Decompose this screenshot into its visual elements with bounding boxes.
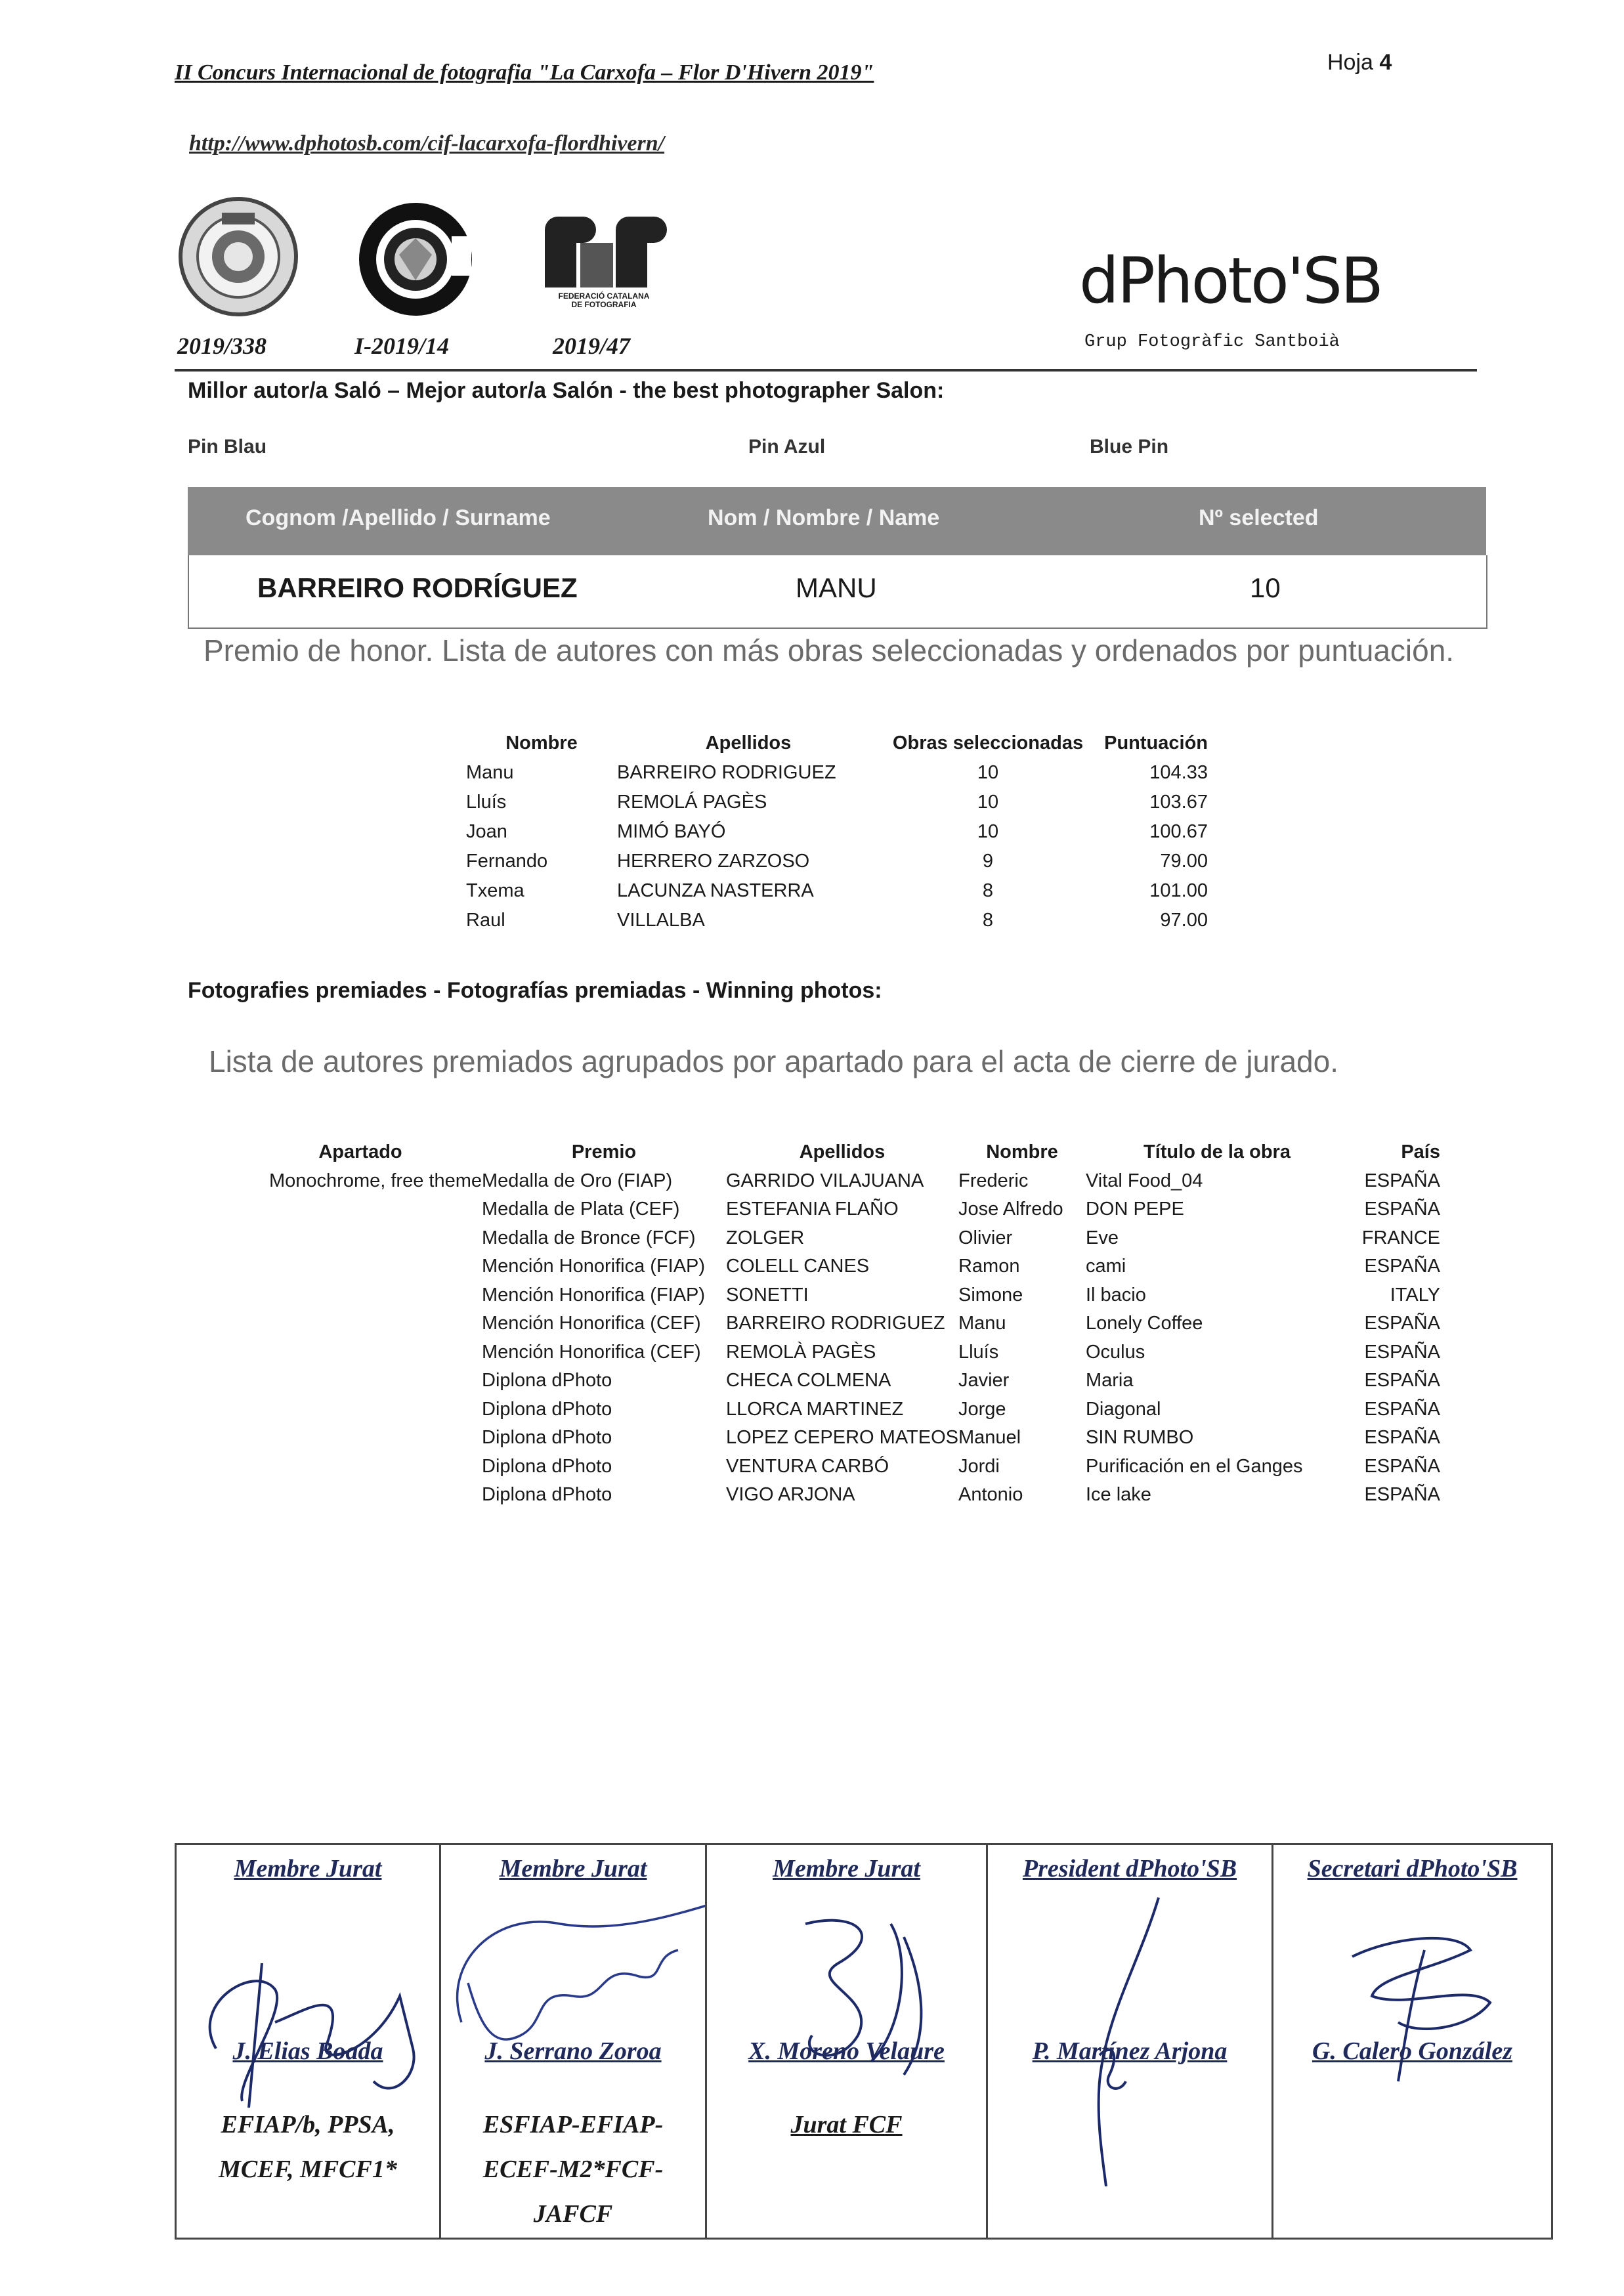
winning-cell-premio: Mención Honorifica (CEF) xyxy=(482,1313,701,1334)
contest-url-link[interactable]: http://www.dphotosb.com/cif-lacarxofa-flordhivern/ xyxy=(189,131,665,156)
winning-heading: Fotografies premiades - Fotografías premiadas - Winning photos: xyxy=(188,978,882,1003)
winning-cell-nombre: Lluís xyxy=(958,1341,999,1363)
honor-row xyxy=(466,906,1208,935)
honor-cell-puntuacion: 104.33 xyxy=(1149,762,1208,783)
winning-cell-pais: ESPAÑA xyxy=(1364,1455,1440,1477)
honor-cell-puntuacion: 101.00 xyxy=(1149,880,1208,901)
winning-cell-nombre: Olivier xyxy=(958,1227,1013,1248)
honor-cell-nombre: Raul xyxy=(466,910,505,931)
winning-cell-titulo: DON PEPE xyxy=(1085,1199,1184,1220)
winning-cell-premio: Diplona dPhoto xyxy=(482,1427,612,1449)
win-col-titulo: Título de la obra xyxy=(1143,1141,1291,1163)
honor-cell-obras: 9 xyxy=(982,851,994,872)
winning-cell-apellidos: GARRIDO VILAJUANA xyxy=(726,1170,924,1191)
winning-cell-premio: Medalla de Bronce (FCF) xyxy=(482,1227,696,1248)
winning-cell-apellidos: CHECA COLMENA xyxy=(726,1370,891,1392)
winning-cell-titulo: SIN RUMBO xyxy=(1085,1427,1194,1449)
honor-cell-apellidos: VILLALBA xyxy=(617,910,705,931)
winning-cell-titulo: Diagonal xyxy=(1085,1398,1161,1420)
winning-cell-pais: ESPAÑA xyxy=(1364,1427,1440,1449)
winning-cell-apellidos: REMOLÀ PAGÈS xyxy=(726,1341,876,1363)
winning-cell-apartado xyxy=(239,1481,482,1510)
honor-col-nombre: Nombre xyxy=(505,733,578,754)
winning-cell-apellidos: ZOLGER xyxy=(726,1227,805,1248)
winning-cell-apartado xyxy=(239,1367,482,1395)
honor-col-apellidos: Apellidos xyxy=(705,733,792,754)
pin-english: Blue Pin xyxy=(1090,436,1169,457)
best-author-header-band xyxy=(188,487,1486,555)
pin-catalan: Pin Blau xyxy=(188,436,267,457)
best-author-selected: 10 xyxy=(1250,572,1281,603)
winning-cell-nombre: Ramon xyxy=(958,1256,1020,1277)
winning-cell-pais: ESPAÑA xyxy=(1364,1256,1440,1277)
header-divider xyxy=(175,369,1477,372)
winning-cell-titulo: Lonely Coffee xyxy=(1085,1313,1203,1334)
winning-cell-apartado xyxy=(239,1195,482,1224)
winning-cell-nombre: Javier xyxy=(958,1370,1010,1392)
honor-cell-puntuacion: 100.67 xyxy=(1149,821,1208,842)
honor-cell-obras: 8 xyxy=(982,880,994,901)
winning-row xyxy=(239,1309,1440,1338)
fcf-logo xyxy=(538,197,670,315)
winning-cell-premio: Mención Honorifica (FIAP) xyxy=(482,1256,706,1277)
signature-role: Secretari dPhoto'SB xyxy=(1307,1855,1518,1882)
win-col-apellidos: Apellidos xyxy=(799,1141,886,1163)
signature-cell-moreno xyxy=(707,1845,988,2238)
handwritten-signature-calero xyxy=(1273,1884,1551,2186)
pin-spanish: Pin Azul xyxy=(748,436,826,457)
winning-cell-premio: Mención Honorifica (FIAP) xyxy=(482,1284,706,1306)
best-author-name: MANU xyxy=(796,572,877,603)
cef-patronage-number: I-2019/14 xyxy=(354,333,449,359)
honor-note: Premio de honor. Lista de autores con más obras seleccionadas y ordenados por puntuación. xyxy=(203,633,1455,668)
winning-cell-premio: Mención Honorifica (CEF) xyxy=(482,1341,701,1363)
winning-cell-nombre: Jordi xyxy=(958,1455,1000,1477)
handwritten-signature-martinez xyxy=(988,1884,1271,2186)
winning-cell-apartado xyxy=(239,1224,482,1253)
winning-cell-titulo: Maria xyxy=(1085,1370,1134,1392)
col-surname-header: Cognom /Apellido / Surname xyxy=(246,505,551,530)
honor-cell-obras: 10 xyxy=(977,821,999,842)
winning-cell-apartado xyxy=(239,1453,482,1481)
winning-cell-apartado xyxy=(239,1338,482,1367)
win-col-premio: Premio xyxy=(571,1141,637,1163)
winning-cell-apellidos: COLELL CANES xyxy=(726,1256,870,1277)
winning-cell-titulo: cami xyxy=(1085,1256,1126,1277)
col-name-header: Nom / Nombre / Name xyxy=(708,505,940,530)
sheet-indicator xyxy=(1327,50,1392,75)
signature-title-line: JAFCF xyxy=(533,2200,613,2228)
winning-cell-nombre: Jorge xyxy=(958,1398,1006,1420)
winning-cell-apellidos: LOPEZ CEPERO MATEOS xyxy=(726,1427,958,1449)
winning-cell-titulo: Purificación en el Ganges xyxy=(1085,1455,1303,1477)
fcf-caption-1: FEDERACIÓ CATALANA xyxy=(558,291,650,301)
winning-cell-premio: Diplona dPhoto xyxy=(482,1484,612,1506)
winning-cell-apartado xyxy=(239,1281,482,1310)
signature-role: Membre Jurat xyxy=(234,1855,382,1882)
winning-row xyxy=(239,1453,1440,1481)
winning-cell-pais: ESPAÑA xyxy=(1364,1199,1440,1220)
honor-row xyxy=(466,847,1208,876)
club-name: dPhoto'SB xyxy=(1079,244,1382,318)
honor-row xyxy=(466,817,1208,847)
winning-cell-apellidos: LLORCA MARTINEZ xyxy=(726,1398,904,1420)
sheet-number: 4 xyxy=(1379,50,1392,75)
signature-role: President dPhoto'SB xyxy=(1022,1855,1237,1882)
winning-cell-apartado xyxy=(239,1309,482,1338)
honor-cell-obras: 8 xyxy=(982,910,994,931)
fiap-patronage-number: 2019/338 xyxy=(177,333,267,359)
honor-cell-obras: 10 xyxy=(977,792,999,813)
cef-aperture-logo xyxy=(353,197,478,322)
signature-titles xyxy=(177,2102,439,2192)
signature-title-line: ESFIAP-EFIAP- xyxy=(482,2111,664,2138)
signature-name: G. Calero González xyxy=(1312,2037,1513,2065)
signature-title-line: Jurat FCF xyxy=(790,2111,903,2138)
win-col-nombre: Nombre xyxy=(986,1141,1058,1163)
honor-cell-apellidos: LACUNZA NASTERRA xyxy=(617,880,814,901)
winning-cell-apellidos: VENTURA CARBÓ xyxy=(726,1455,889,1477)
winning-row xyxy=(239,1424,1440,1453)
winning-cell-apellidos: SONETTI xyxy=(726,1284,809,1306)
winning-row xyxy=(239,1481,1440,1510)
honor-row xyxy=(466,788,1208,817)
signature-name: J. Elias Boada xyxy=(232,2037,383,2065)
signature-name: X. Moreno Velaure xyxy=(748,2037,945,2065)
sheet-label: Hoja xyxy=(1327,50,1373,75)
honor-col-obras: Obras seleccionadas xyxy=(892,733,1084,754)
honor-cell-apellidos: BARREIRO RODRIGUEZ xyxy=(617,762,836,783)
honor-cell-apellidos: HERRERO ZARZOSO xyxy=(617,851,810,872)
winning-cell-apartado xyxy=(239,1395,482,1424)
signature-role: Membre Jurat xyxy=(499,1855,647,1882)
winning-cell-pais: ITALY xyxy=(1390,1284,1440,1306)
honor-cell-nombre: Lluís xyxy=(466,792,507,813)
winning-cell-nombre: Antonio xyxy=(958,1484,1023,1506)
signature-title-line: ECEF-M2*FCF- xyxy=(482,2156,664,2183)
signature-cell-serrano xyxy=(441,1845,707,2238)
winning-cell-premio: Diplona dPhoto xyxy=(482,1455,612,1477)
winning-cell-apartado: Monochrome, free theme xyxy=(269,1170,482,1191)
win-col-apartado: Apartado xyxy=(318,1141,402,1163)
winning-cell-apartado xyxy=(239,1424,482,1453)
winning-cell-apellidos: BARREIRO RODRIGUEZ xyxy=(726,1313,945,1334)
fcf-caption-2: DE FOTOGRAFIA xyxy=(571,300,637,309)
fcf-patronage-number: 2019/47 xyxy=(553,333,631,359)
winning-cell-nombre: Simone xyxy=(958,1284,1023,1306)
best-author-heading: Millor autor/a Saló – Mejor autor/a Salón - the best photographer Salon: xyxy=(188,378,945,403)
honor-cell-obras: 10 xyxy=(977,762,999,783)
winning-row xyxy=(239,1252,1440,1281)
winning-cell-nombre: Manuel xyxy=(958,1427,1021,1449)
winning-cell-nombre: Manu xyxy=(958,1313,1006,1334)
honor-cell-puntuacion: 79.00 xyxy=(1160,851,1208,872)
honor-table-header xyxy=(466,729,1208,758)
honor-cell-apellidos: REMOLÁ PAGÈS xyxy=(617,792,767,813)
document-title: II Concurs Internacional de fotografia "La Carxofa – Flor D'Hivern 2019" xyxy=(175,60,874,85)
best-author-surname: BARREIRO RODRÍGUEZ xyxy=(257,572,578,603)
winning-cell-pais: FRANCE xyxy=(1361,1227,1440,1248)
winning-cell-titulo: Il bacio xyxy=(1085,1284,1146,1306)
club-subtitle: Grup Fotogràfic Santboià xyxy=(1084,332,1340,352)
winning-cell-apellidos: VIGO ARJONA xyxy=(726,1484,855,1506)
winning-row xyxy=(239,1195,1440,1224)
winning-cell-premio: Medalla de Plata (CEF) xyxy=(482,1199,680,1220)
fiap-seal-logo xyxy=(176,194,301,319)
winning-note: Lista de autores premiados agrupados por apartado para el acta de cierre de jurado. xyxy=(209,1044,1338,1078)
signature-titles xyxy=(707,2102,986,2147)
winning-row xyxy=(239,1281,1440,1310)
best-author-row xyxy=(188,555,1487,629)
winning-cell-pais: ESPAÑA xyxy=(1364,1313,1440,1334)
dphoto-logo xyxy=(1079,244,1421,352)
honor-cell-nombre: Joan xyxy=(466,821,507,842)
winning-table xyxy=(239,1138,1440,1510)
honor-cell-puntuacion: 97.00 xyxy=(1160,910,1208,931)
winning-row xyxy=(239,1338,1440,1367)
winning-cell-pais: ESPAÑA xyxy=(1364,1170,1440,1191)
honor-row xyxy=(466,876,1208,906)
honor-cell-nombre: Manu xyxy=(466,762,514,783)
winning-cell-apartado xyxy=(239,1252,482,1281)
honor-cell-nombre: Fernando xyxy=(466,851,548,872)
winning-cell-premio: Diplona dPhoto xyxy=(482,1370,612,1392)
signature-name: P. Martínez Arjona xyxy=(1032,2037,1228,2065)
winning-row xyxy=(239,1367,1440,1395)
winning-row xyxy=(239,1167,1440,1196)
winning-cell-titulo: Eve xyxy=(1085,1227,1119,1248)
winning-table-header xyxy=(239,1138,1440,1167)
col-selected-header: Nº selected xyxy=(1199,505,1319,530)
fcf-mark-icon xyxy=(538,197,670,289)
signature-title-line: MCEF, MFCF1* xyxy=(219,2156,397,2183)
winning-cell-premio: Medalla de Oro (FIAP) xyxy=(482,1170,673,1191)
winning-row xyxy=(239,1395,1440,1424)
winning-cell-pais: ESPAÑA xyxy=(1364,1370,1440,1392)
jury-signature-box xyxy=(175,1843,1553,2240)
winning-cell-nombre: Jose Alfredo xyxy=(958,1199,1063,1220)
winning-cell-titulo: Ice lake xyxy=(1085,1484,1151,1506)
winning-cell-pais: ESPAÑA xyxy=(1364,1398,1440,1420)
signature-cell-martinez xyxy=(988,1845,1273,2238)
winning-cell-pais: ESPAÑA xyxy=(1364,1341,1440,1363)
winning-cell-pais: ESPAÑA xyxy=(1364,1484,1440,1506)
signature-cell-elias xyxy=(177,1845,441,2238)
winning-cell-titulo: Oculus xyxy=(1085,1341,1145,1363)
winning-row xyxy=(239,1224,1440,1253)
honor-cell-puntuacion: 103.67 xyxy=(1149,792,1208,813)
honor-cell-apellidos: MIMÓ BAYÓ xyxy=(617,821,726,842)
honor-cell-nombre: Txema xyxy=(466,880,524,901)
honor-table xyxy=(466,729,1208,935)
winning-cell-nombre: Frederic xyxy=(958,1170,1029,1191)
honor-row xyxy=(466,758,1208,788)
winning-cell-titulo: Vital Food_04 xyxy=(1085,1170,1203,1191)
signature-role: Membre Jurat xyxy=(773,1855,920,1882)
honor-col-puntuacion: Puntuación xyxy=(1104,733,1208,754)
winning-cell-apellidos: ESTEFANIA FLAÑO xyxy=(726,1199,899,1220)
signature-titles xyxy=(441,2102,705,2236)
win-col-pais: País xyxy=(1401,1141,1440,1163)
winning-cell-premio: Diplona dPhoto xyxy=(482,1398,612,1420)
signature-title-line: EFIAP/b, PPSA, xyxy=(221,2111,395,2138)
signature-cell-calero xyxy=(1273,1845,1551,2238)
signature-name: J. Serrano Zoroa xyxy=(484,2037,662,2065)
